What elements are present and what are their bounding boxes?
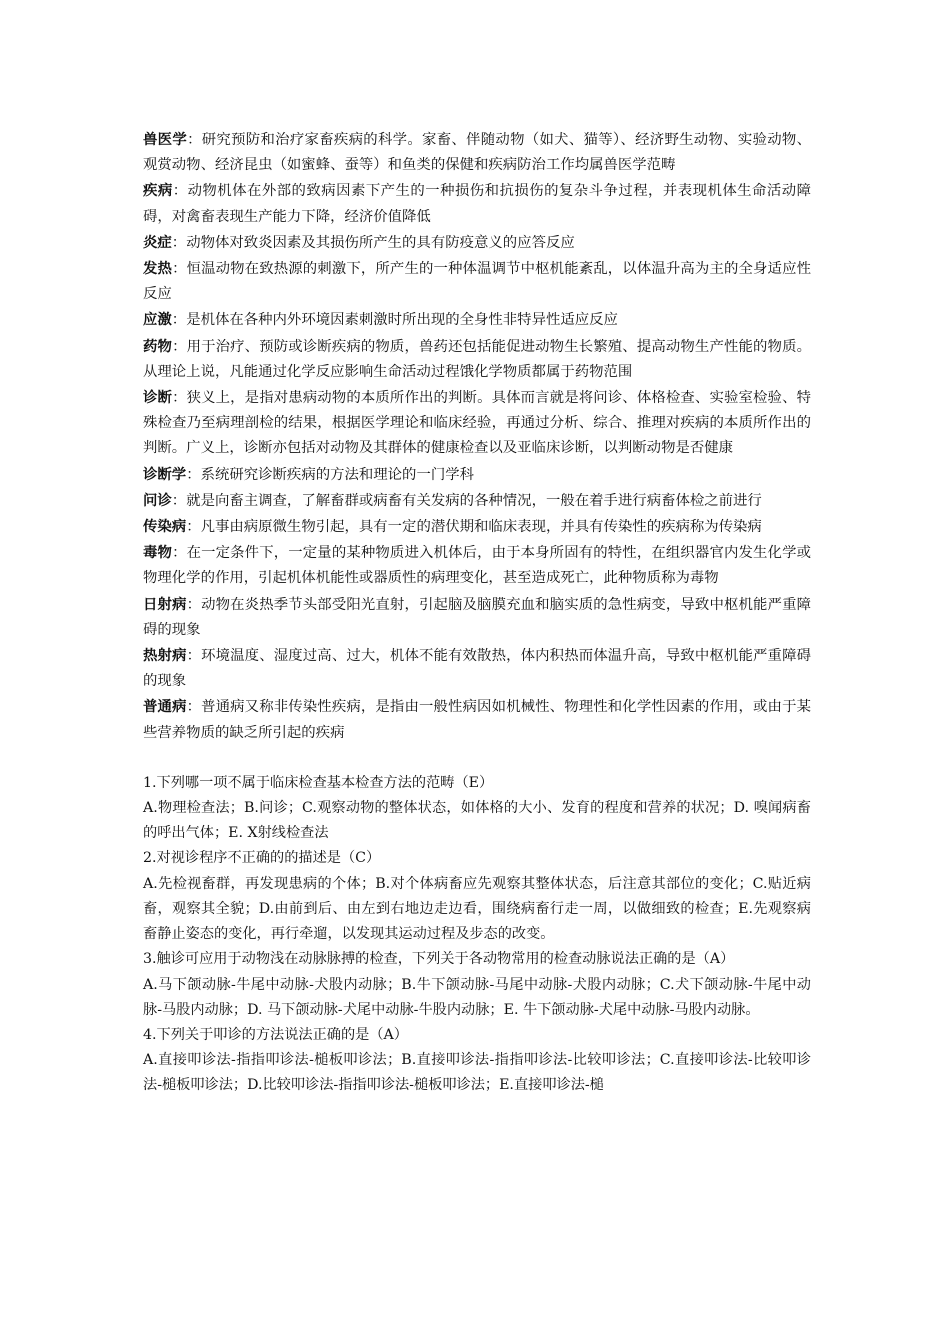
definition-entry (143, 127, 811, 178)
definition-term: 问诊 (143, 491, 172, 509)
definition-entry (143, 514, 811, 540)
definition-text: ：恒温动物在致热源的刺激下，所产生的一种体温调节中枢机能紊乱，以体温升高为主的全身适应性反应 (143, 261, 811, 303)
definition-term: 普通病 (143, 698, 187, 716)
definition-term: 疾病 (143, 182, 173, 200)
definition-text: ：动物机体在外部的致病因素下产生的一种损伤和抗损伤的复杂斗争过程，并表现机体生命活动障碍，对禽畜表现生产能力下降，经济价值降低 (143, 183, 811, 225)
definition-entry (143, 230, 811, 256)
quiz-section (143, 771, 811, 1099)
definition-term: 炎症 (143, 233, 172, 251)
question-text: 3.触诊可应用于动物浅在动脉脉搏的检查，下列关于各动物常用的检查动脉说法正确的是（A） (143, 951, 735, 968)
definition-entry (143, 334, 811, 385)
question-options: A.直接叩诊法-指指叩诊法-槌板叩诊法；B.直接叩诊法-指指叩诊法-比较叩诊法；C.直接叩诊法-比较叩诊法-槌板叩诊法；D.比较叩诊法-指指叩诊法-槌板叩诊法；E.直接叩诊法-槌 (143, 1052, 811, 1094)
definition-text: ：系统研究诊断疾病的方法和理论的一门学科 (186, 466, 475, 483)
definition-entry (143, 540, 811, 591)
definition-term: 应激 (143, 311, 172, 329)
question-text: 4.下列关于叩诊的方法说法正确的是（A） (143, 1026, 408, 1043)
definition-text: ：动物在炎热季节头部受阳光直射，引起脑及脑膜充血和脑实质的急性病变，导致中枢机能严重障碍的现象 (143, 596, 811, 638)
definition-term: 毒物 (143, 544, 173, 562)
definition-text: ：普通病又称非传染性疾病，是指由一般性病因如机械性、物理性和化学性因素的作用，或由于某些营养物质的缺乏所引起的疾病 (143, 699, 811, 741)
definition-entry (143, 462, 811, 488)
definition-term: 发热 (143, 260, 173, 278)
definition-entry (143, 256, 811, 307)
definition-entry (143, 307, 811, 333)
definition-entry (143, 592, 811, 643)
definition-term: 日射病 (143, 595, 187, 613)
definition-text: ：是机体在各种内外环境因素刺激时所出现的全身性非特异性适应反应 (171, 312, 618, 329)
definition-text: ：就是向畜主调查，了解畜群或病畜有关发病的各种情况，一般在着手进行病畜体检之前进行 (171, 492, 762, 509)
definition-term: 诊断学 (143, 465, 187, 483)
question-options: A.物理检查法；B.问诊；C.观察动物的整体状态，如体格的大小、发育的程度和营养的状况；D. 嗅闻病畜的呼出气体；E. X射线检查法 (143, 800, 811, 842)
definition-entry (143, 643, 811, 694)
definition-text: ：研究预防和治疗家畜疾病的科学。家畜、伴随动物（如犬、猫等）、经济野生动物、实验动物、观赏动物、经济昆虫（如蜜蜂、蚕等）和鱼类的保健和疾病防治工作均属兽医学范畴 (143, 132, 811, 174)
definitions-section (143, 127, 811, 746)
document-page (143, 127, 811, 1099)
question-options: A.马下颌动脉-牛尾中动脉-犬股内动脉；B.牛下颌动脉-马尾中动脉-犬股内动脉；C.犬下颌动脉-牛尾中动脉-马股内动脉；D. 马下颌动脉-犬尾中动脉-牛股内动脉；E. 牛下颌动脉-犬尾中动脉-马股内动脉。 (143, 976, 811, 1018)
definition-entry (143, 178, 811, 229)
question-options: A.先检视畜群，再发现患病的个体；B.对个体病畜应先观察其整体状态，后注意其部位的变化；C.贴近病畜，观察其全貌；D.由前到后、由左到右地边走边看，围绕病畜行走一周，以做细致的检查；E.先观察病畜静止姿态的变化，再行牵遛，以发现其运动过程及步态的改变。 (143, 875, 811, 943)
definition-text: ：用于治疗、预防或诊断疾病的物质，兽药还包括能促进动物生长繁殖、提高动物生产性能的物质。从理论上说，凡能通过化学反应影响生命活动过程饿化学物质都属于药物范围 (143, 338, 811, 380)
definition-term: 药物 (143, 337, 173, 355)
definition-text: ：环境温度、湿度过高、过大，机体不能有效散热，体内积热而体温升高，导致中枢机能严重障碍的现象 (143, 648, 811, 690)
question-text: 1.下列哪一项不属于临床检查基本检查方法的范畴（E） (143, 774, 494, 791)
definition-term: 兽医学 (143, 131, 188, 148)
definition-text: ：动物体对致炎因素及其损伤所产生的具有防疫意义的应答反应 (171, 234, 575, 251)
definition-text: ：狭义上，是指对患病动物的本质所作出的判断。具体而言就是将问诊、体格检查、实验室检验、特殊检查乃至病理剖检的结果，根据医学理论和临床经验，再通过分析、综合、推理对疾病的本质所作出的判断。广义上，诊断亦包括对动物及其群体的健康检查以及亚临床诊断，以判断动物是否健康 (143, 390, 811, 457)
definition-term: 传染病 (143, 518, 187, 536)
definition-term: 诊断 (143, 389, 173, 407)
definition-entry (143, 488, 811, 514)
definition-entry (143, 385, 811, 462)
definition-entry (143, 694, 811, 745)
definition-text: ：在一定条件下，一定量的某种物质进入机体后，由于本身所固有的特性，在组织器官内发生化学或物理化学的作用，引起机体机能性或器质性的病理变化，甚至造成死亡，此种物质称为毒物 (143, 545, 811, 587)
question-text: 2.对视诊程序不正确的的描述是（C） (143, 850, 381, 867)
definition-text: ：凡事由病原微生物引起，具有一定的潜伏期和临床表现，并具有传染性的疾病称为传染病 (186, 519, 762, 536)
definition-term: 热射病 (143, 647, 187, 665)
